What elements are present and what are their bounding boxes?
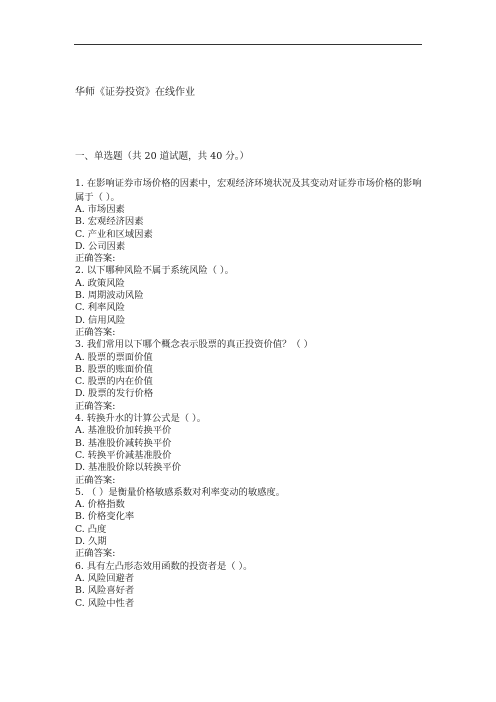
answer-option: B. 宏观经济因素 xyxy=(75,216,144,228)
section-heading: 一、单选题（共 20 道试题，共 40 分。） xyxy=(75,151,250,162)
question-stem: 1. 在影响证券市场价格的因素中，宏观经济环境状况及其变动对证券市场价格的影响属于（ ）。 xyxy=(75,178,422,203)
answer-option: B. 风险喜好者 xyxy=(75,585,135,597)
answer-option: D. 基准股价除以转换平价 xyxy=(75,462,182,474)
answer-option: B. 周期波动风险 xyxy=(75,290,144,302)
answer-option: C. 产业和区域因素 xyxy=(75,228,153,240)
question-stem: 2. 以下哪种风险不属于系统风险（ ）。 xyxy=(75,265,234,277)
question-block xyxy=(75,177,425,265)
question-stem: 4. 转换升水的计算公式是（ ）。 xyxy=(75,413,206,425)
question-stem: 5. （ ）是衡量价格敏感系数对利率变动的敏感度。 xyxy=(75,486,286,498)
answer-option: D. 久期 xyxy=(75,536,107,548)
answer-option: C. 利率风险 xyxy=(75,302,125,314)
question-list xyxy=(75,177,425,610)
question-block xyxy=(75,561,425,610)
correct-answer-label: 正确答案: xyxy=(75,253,116,265)
correct-answer-label: 正确答案: xyxy=(75,548,116,560)
answer-option: A. 风险回避者 xyxy=(75,572,135,584)
answer-option: B. 股票的账面价值 xyxy=(75,363,153,375)
answer-option: D. 信用风险 xyxy=(75,314,126,326)
correct-answer-label: 正确答案: xyxy=(75,400,116,412)
correct-answer-label: 正确答案: xyxy=(75,326,116,338)
question-block xyxy=(75,487,425,561)
answer-option: A. 股票的票面价值 xyxy=(75,351,153,363)
answer-option: D. 股票的发行价格 xyxy=(75,388,154,400)
question-stem: 3. 我们常用以下哪个概念表示股票的真正投资价值？（ ） xyxy=(75,339,313,351)
question-block xyxy=(75,413,425,487)
answer-option: C. 风险中性者 xyxy=(75,597,135,609)
document-title: 华师《证券投资》在线作业 xyxy=(75,87,195,98)
answer-option: C. 凸度 xyxy=(75,523,107,535)
question-block xyxy=(75,339,425,413)
answer-option: D. 公司因素 xyxy=(75,240,126,252)
answer-option: A. 基准股价加转换平价 xyxy=(75,425,172,437)
answer-option: B. 价格变化率 xyxy=(75,511,135,523)
question-block xyxy=(75,265,425,339)
header-rule xyxy=(74,44,422,45)
answer-option: C. 股票的内在价值 xyxy=(75,376,153,388)
answer-option: A. 价格指数 xyxy=(75,499,125,511)
answer-option: A. 市场因素 xyxy=(75,204,125,215)
question-stem: 6. 具有左凸形态效用函数的投资者是（ ）。 xyxy=(75,560,253,572)
answer-option: C. 转换平价减基准股价 xyxy=(75,449,172,461)
answer-option: A. 政策风险 xyxy=(75,277,125,289)
correct-answer-label: 正确答案: xyxy=(75,474,116,486)
answer-option: B. 基准股价减转换平价 xyxy=(75,437,172,449)
